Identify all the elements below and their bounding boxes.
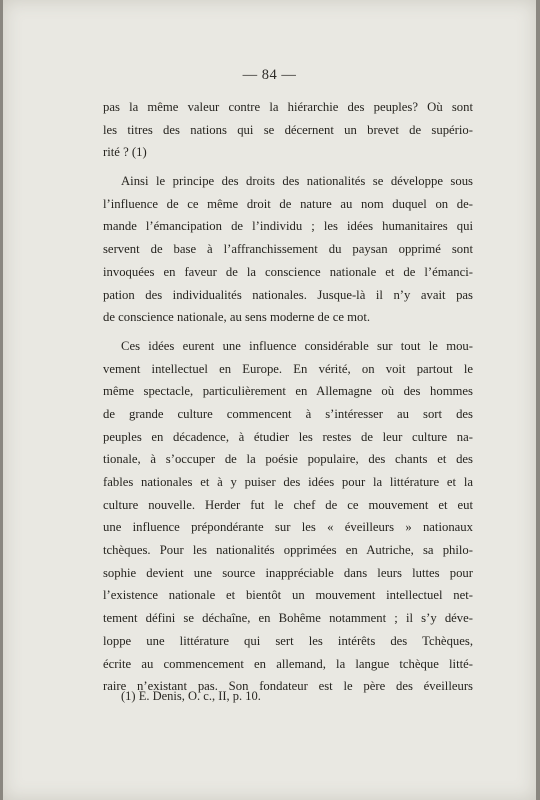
text-line: l’influence de ce même droit de nature au nom duquel on de- (103, 196, 473, 211)
text-line: raire n’existant pas. Son fondateur est le père des éveilleurs (103, 679, 473, 694)
text-line: culture nouvelle. Herder fut le chef de ce mouvement et eut (103, 497, 473, 512)
paragraph-1 (103, 96, 473, 164)
text-line: Ainsi le principe des droits des nationalités se développe sous (121, 174, 473, 189)
text-line: peuples en décadence, à étudier les restes de leur culture na- (103, 429, 473, 444)
text-line: de grande culture commencent à s’intéresser au sort des (103, 406, 473, 421)
text-line: invoquées en faveur de la conscience nationale et de l’émanci- (103, 264, 473, 279)
book-page (3, 0, 536, 800)
text-line: pas la même valeur contre la hiérarchie des peuples? Où sont (103, 100, 473, 114)
paragraph-3 (103, 335, 473, 698)
text-line: écrite au commencement en allemand, la langue tchèque litté- (103, 656, 473, 671)
text-line: de conscience nationale, au sens moderne de ce mot. (103, 310, 371, 325)
text-line: sophie devient une source inappréciable dans leurs luttes pour (103, 565, 473, 580)
body-text (103, 96, 473, 704)
text-line: l’existence nationale et bientôt un mouvement intellectuel net- (103, 588, 473, 603)
text-line: une influence prépondérante sur les « éveilleurs » nationaux (103, 520, 473, 535)
text-line: Ces idées eurent une influence considérable sur tout le mou- (121, 338, 473, 353)
text-line: vement intellectuel en Europe. En vérité, on voit partout le (103, 361, 473, 376)
footnote: (1) E. Denis, O. c., II, p. 10. (121, 689, 261, 703)
text-line: rité ? (1) (103, 145, 147, 160)
text-line: même spectacle, particulièrement en Allemagne où des hommes (103, 384, 473, 399)
text-line: servent de base à l’affranchissement du paysan opprimé sont (103, 242, 473, 257)
text-line: mande l’émancipation de l’individu ; les idées humanitaires qui (103, 219, 473, 234)
text-line: pation des individualités nationales. Jusque-là il n’y avait pas (103, 287, 473, 302)
text-line: loppe une littérature qui sert les intérêts des Tchèques, (103, 633, 473, 648)
paragraph-2 (103, 170, 473, 329)
page-number: — 84 — (242, 67, 297, 83)
text-line: tchèques. Pour les nationalités opprimées en Autriche, sa philo- (103, 543, 473, 558)
text-line: les titres des nations qui se décernent un brevet de supério- (103, 122, 473, 137)
text-line: tionale, à s’occuper de la poésie populaire, des chants et des (103, 452, 473, 467)
text-line: fables nationales et à y puiser des idées pour la littérature et la (103, 475, 473, 489)
text-line: tement défini se déchaîne, en Bohême notamment ; il s’y déve- (103, 611, 473, 626)
